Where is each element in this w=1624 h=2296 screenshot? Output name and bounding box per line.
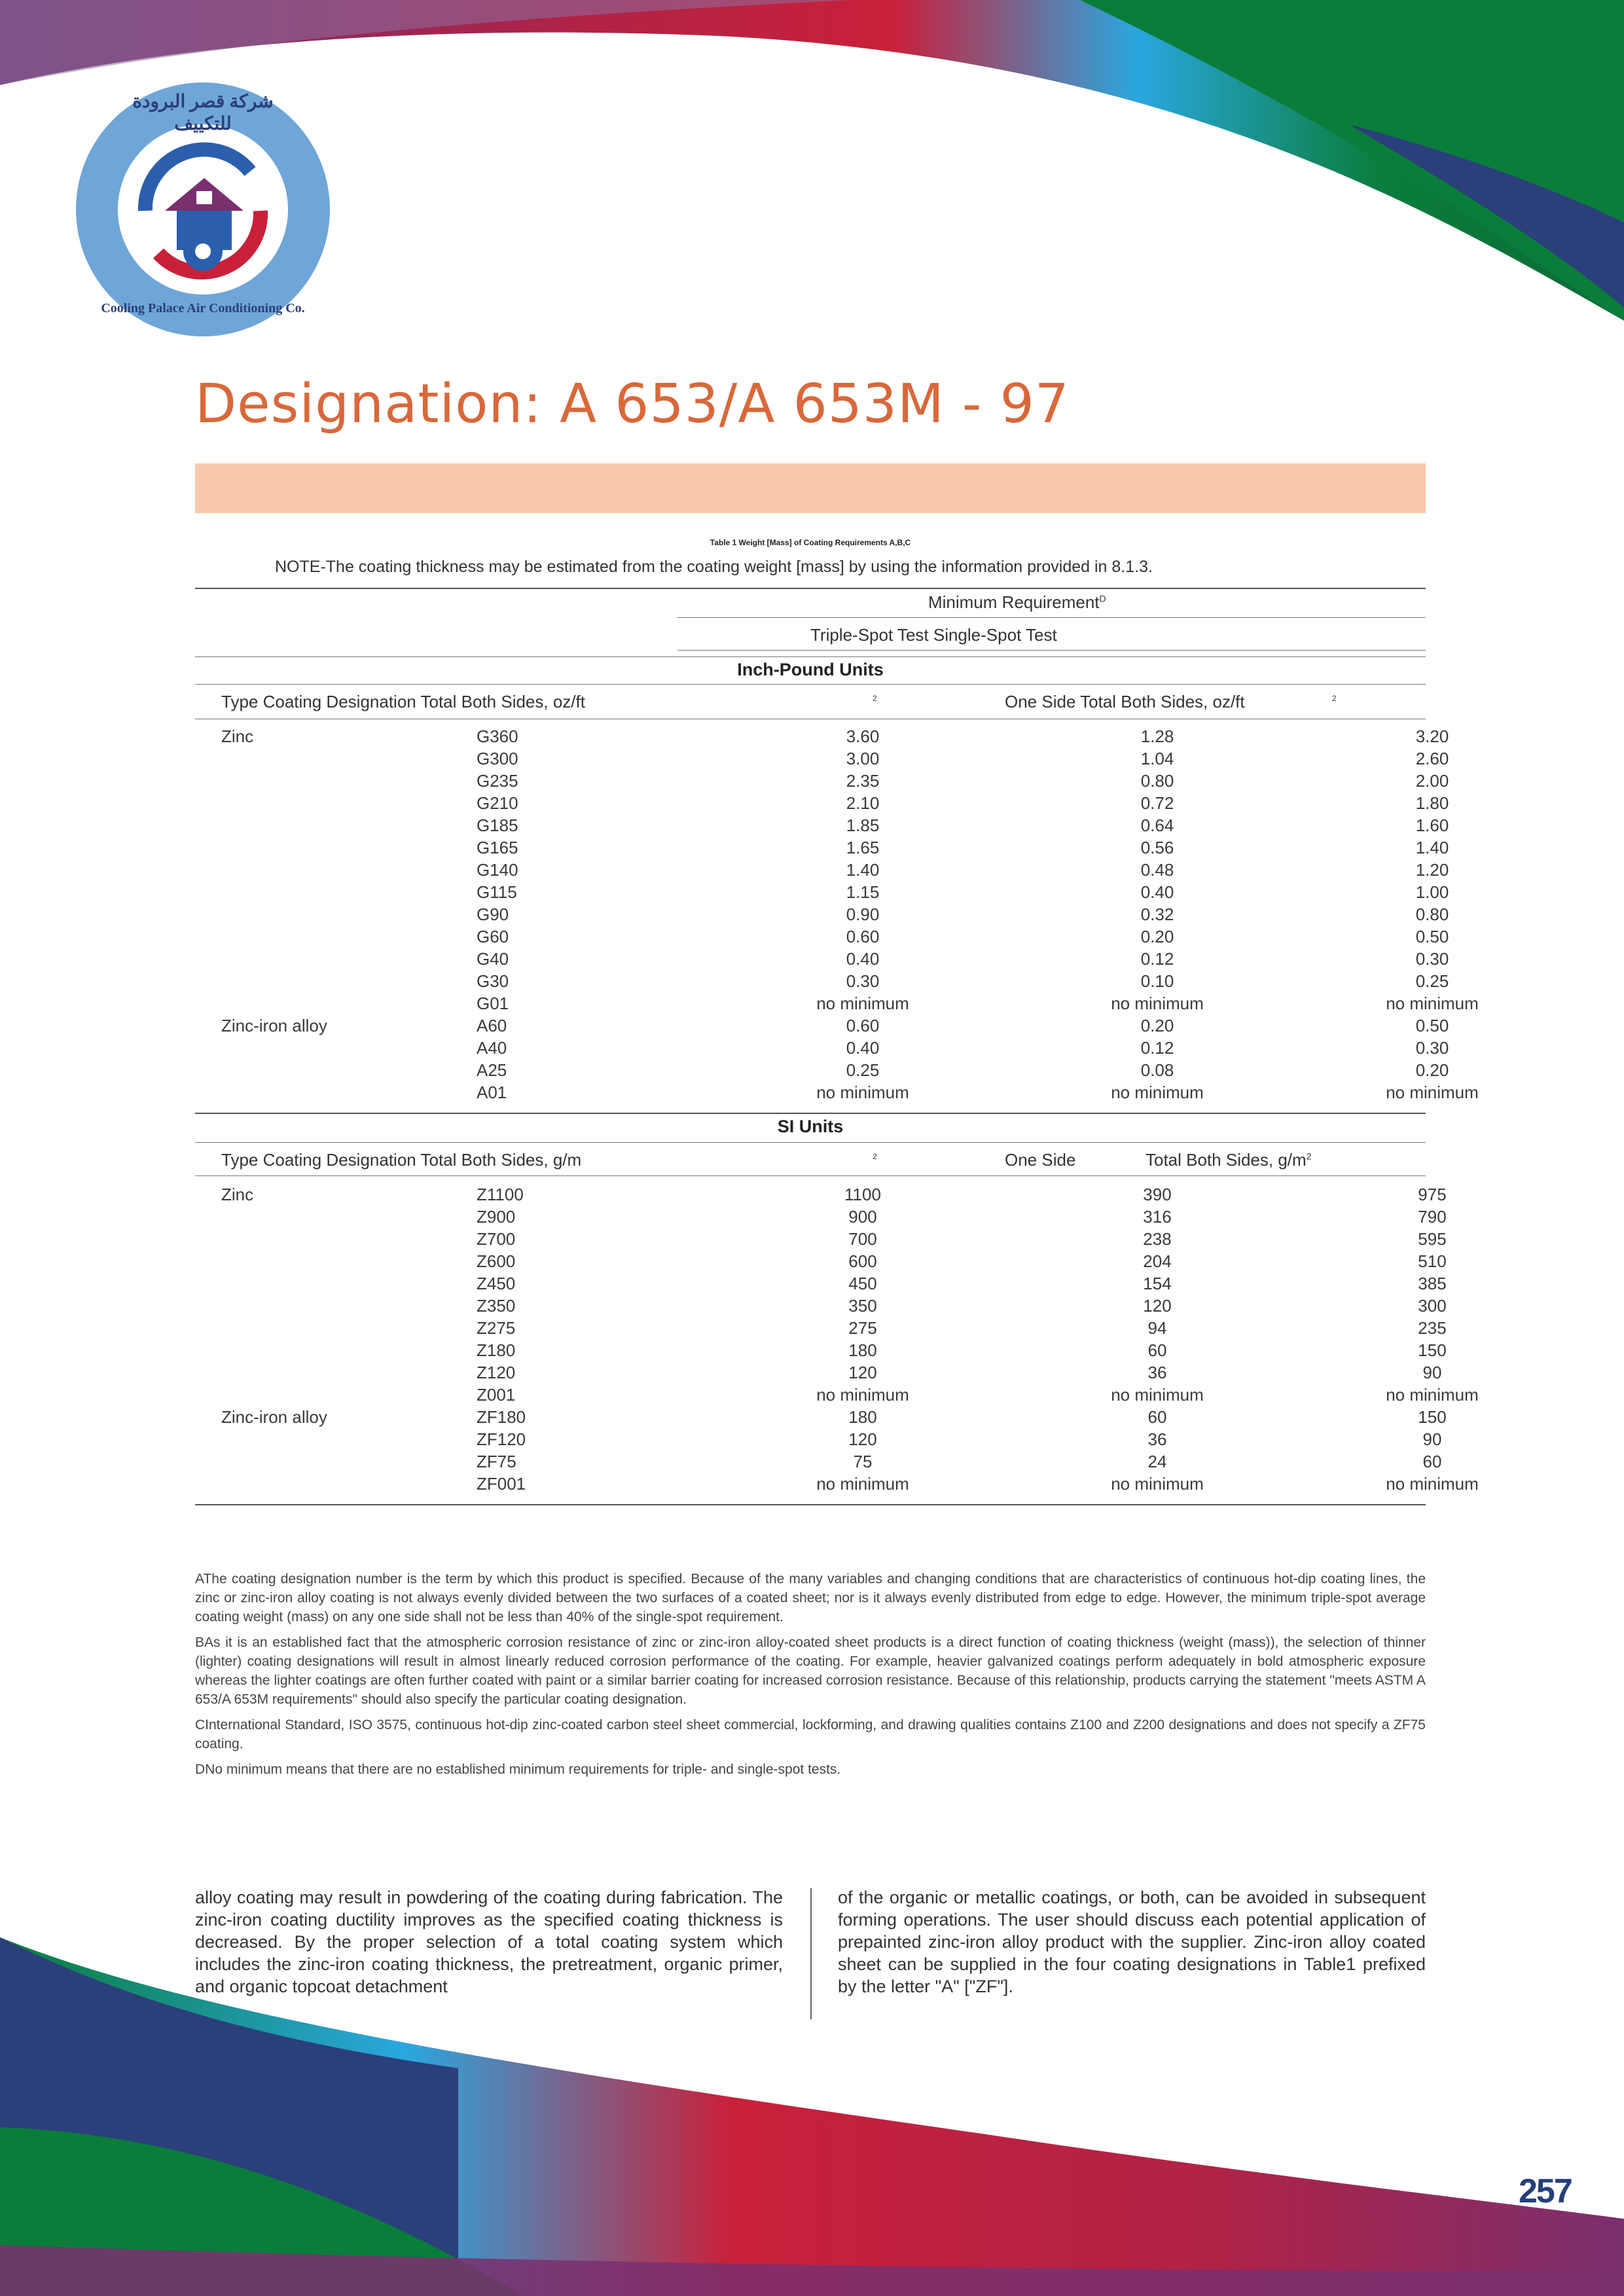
row-value-3: 2.00 bbox=[1415, 771, 1449, 791]
row-value-3: no minimum bbox=[1386, 1474, 1479, 1494]
row-value-2: 0.20 bbox=[1140, 1016, 1174, 1035]
row-value-2: 316 bbox=[1143, 1207, 1172, 1227]
row-value-3: no minimum bbox=[1386, 1083, 1479, 1102]
footnote-c: CInternational Standard, ISO 3575, continuous hot-dip zinc-coated carbon steel sheet commercial, lockforming, and drawing qualities contains Z100 and Z200 designations and does not specify a ZF75 coating. bbox=[195, 1717, 1426, 1751]
row-value-2: no minimum bbox=[1111, 994, 1204, 1013]
table-row bbox=[195, 793, 1449, 816]
row-designation: G30 bbox=[477, 971, 509, 991]
row-value-3: 0.50 bbox=[1415, 927, 1449, 946]
header-rule-2 bbox=[677, 650, 1426, 651]
footnotes bbox=[195, 1570, 1426, 1785]
row-value-2: 36 bbox=[1147, 1363, 1167, 1382]
row-value-1: 600 bbox=[848, 1251, 877, 1271]
row-value-2: 120 bbox=[1143, 1296, 1172, 1316]
row-designation: G01 bbox=[477, 994, 509, 1013]
row-value-3: 1.80 bbox=[1415, 793, 1449, 813]
si-rule-top bbox=[195, 1113, 1426, 1114]
si-rule-2 bbox=[195, 1175, 1426, 1176]
page-title: Designation: A 653/A 653M - 97 bbox=[195, 373, 1070, 435]
row-value-2: 0.08 bbox=[1140, 1060, 1174, 1080]
row-value-3: 0.25 bbox=[1415, 971, 1449, 991]
row-value-3: 90 bbox=[1422, 1363, 1442, 1382]
row-value-3: 2.60 bbox=[1415, 749, 1449, 768]
table-note: NOTE-The coating thickness may be estimated from the coating weight [mass] by using the information provided in 8.1.3. bbox=[275, 558, 1153, 576]
table-row bbox=[195, 1229, 1447, 1251]
row-designation: Z900 bbox=[477, 1207, 516, 1227]
row-type: Zinc bbox=[221, 726, 254, 746]
page-number: 257 bbox=[1519, 2172, 1572, 2210]
table-row bbox=[195, 1385, 1479, 1407]
table-row bbox=[195, 1318, 1447, 1340]
si-col-left bbox=[221, 1150, 581, 1170]
row-value-1: 1.40 bbox=[846, 860, 880, 880]
table-row bbox=[195, 1429, 1442, 1452]
inch-pound-col-right-sup: 2 bbox=[1332, 694, 1337, 703]
table-row bbox=[195, 994, 1479, 1016]
row-value-1: no minimum bbox=[816, 1083, 909, 1102]
row-value-3: 385 bbox=[1418, 1274, 1447, 1293]
si-table bbox=[195, 1185, 1479, 1496]
body-column-right: of the organic or metallic coatings, or both, can be avoided in subsequent forming operations. The user should discuss each potential application of prepainted zinc-iron alloy product with the supplier. Zinc-iron alloy coated sheet can be supplied in the four coating designations in Table1 prefixed by the letter "A" ["ZF"]. bbox=[838, 1888, 1426, 1996]
title-banner bbox=[195, 463, 1426, 513]
si-col-right-label: Total Both Sides, g/m bbox=[1146, 1150, 1307, 1170]
row-designation: ZF180 bbox=[477, 1407, 526, 1427]
si-col-right bbox=[1146, 1150, 1311, 1170]
row-value-3: 0.20 bbox=[1415, 1060, 1449, 1080]
inch-pound-table bbox=[195, 726, 1479, 1105]
row-designation: G185 bbox=[477, 816, 518, 835]
row-value-3: 90 bbox=[1422, 1429, 1442, 1449]
row-value-1: 1100 bbox=[844, 1185, 881, 1204]
si-col-left-sup: 2 bbox=[873, 1152, 877, 1161]
row-value-2: 0.72 bbox=[1140, 793, 1174, 813]
table-caption: Table 1 Weight [Mass] of Coating Requirements A,B,C bbox=[710, 538, 911, 547]
row-designation: G60 bbox=[477, 927, 509, 946]
row-designation: A01 bbox=[477, 1083, 507, 1102]
row-value-1: 0.60 bbox=[846, 927, 880, 946]
si-col-right-sup: 2 bbox=[1306, 1151, 1312, 1162]
row-value-1: 450 bbox=[848, 1274, 877, 1293]
row-value-1: 0.25 bbox=[846, 1060, 880, 1080]
row-value-3: 975 bbox=[1418, 1185, 1447, 1204]
table-top-rule bbox=[195, 588, 1426, 589]
row-designation: G300 bbox=[477, 749, 518, 768]
row-value-2: 1.04 bbox=[1140, 749, 1174, 768]
table-row bbox=[195, 860, 1449, 882]
logo-arabic-text: شركة قصر البرودة للتكييف bbox=[132, 92, 274, 134]
inch-pound-col-right bbox=[1005, 692, 1245, 712]
header-rule-3 bbox=[195, 656, 1426, 657]
row-value-1: 120 bbox=[848, 1429, 877, 1449]
footnote-b: BAs it is an established fact that the atmospheric corrosion resistance of zinc or zinc-iron alloy-coated sheet products is a direct function of coating thickness (weight (mass)), the selection of thinner (lighter) coating designations will result in almost linearly reduced corrosion performance of the coating. For example, heavier galvanized coatings perform adequately in bold atmospheric exposure whereas the lighter coatings are often further coated with paint or a similar barrier coating for increased corrosion resistance. Because of this relationship, products carrying the statement "meets ASTM A 653/A 653M requirements" should also specify the particular coating designation. bbox=[195, 1635, 1426, 1707]
row-value-2: 238 bbox=[1143, 1229, 1172, 1249]
row-designation: Z450 bbox=[477, 1274, 516, 1293]
table-row bbox=[195, 749, 1449, 771]
si-rule-1 bbox=[195, 1142, 1426, 1143]
minimum-requirement-sup: D bbox=[1099, 593, 1106, 604]
row-designation: G360 bbox=[477, 726, 518, 746]
table-row bbox=[195, 1060, 1449, 1083]
row-designation: G210 bbox=[477, 793, 518, 813]
row-value-3: 235 bbox=[1418, 1318, 1447, 1338]
table-row bbox=[195, 1038, 1449, 1060]
row-value-1: 1.85 bbox=[846, 816, 880, 835]
table-row bbox=[195, 927, 1449, 949]
row-value-1: no minimum bbox=[816, 1385, 909, 1405]
row-value-2: 60 bbox=[1147, 1340, 1167, 1360]
table-bottom-rule bbox=[195, 1504, 1426, 1505]
row-value-2: 0.32 bbox=[1140, 905, 1174, 924]
row-value-2: 0.64 bbox=[1140, 816, 1174, 835]
row-value-2: 1.28 bbox=[1140, 726, 1174, 746]
row-designation: G40 bbox=[477, 949, 509, 969]
table-row bbox=[195, 726, 1449, 749]
row-value-1: 700 bbox=[848, 1229, 877, 1249]
row-value-2: 0.12 bbox=[1140, 949, 1174, 969]
row-designation: Z001 bbox=[477, 1385, 516, 1405]
row-value-3: 0.30 bbox=[1415, 949, 1449, 969]
row-value-2: 24 bbox=[1147, 1452, 1167, 1471]
row-value-2: 0.40 bbox=[1140, 882, 1174, 902]
row-value-1: 350 bbox=[848, 1296, 877, 1316]
row-designation: Z350 bbox=[477, 1296, 516, 1316]
table-row bbox=[195, 1083, 1479, 1105]
row-value-3: 150 bbox=[1418, 1340, 1447, 1360]
table-row bbox=[195, 1363, 1442, 1385]
logo-english-text: Cooling Palace Air Conditioning Co. bbox=[101, 301, 305, 315]
row-value-3: 595 bbox=[1418, 1229, 1447, 1249]
row-designation: G90 bbox=[477, 905, 509, 924]
footnote-d: DNo minimum means that there are no established minimum requirements for triple- and single-spot tests. bbox=[195, 1762, 841, 1777]
row-value-3: 1.00 bbox=[1415, 882, 1449, 902]
row-value-1: 120 bbox=[848, 1363, 877, 1382]
footnote-a: AThe coating designation number is the term by which this product is specified. Because of the many variables and changing conditions that are characteristics of continuous hot-dip coating lines, the zinc or zinc-iron alloy coating is not always evenly divided between the two surfaces of a coated sheet; nor is it always evenly distributed from edge to edge. However, the minimum triple-spot average coating weight (mass) on any one side shall not be less than 40% of the single-spot requirement. bbox=[195, 1571, 1426, 1624]
row-value-1: 0.30 bbox=[846, 971, 880, 991]
row-designation: A25 bbox=[477, 1060, 507, 1080]
table-row bbox=[195, 838, 1449, 860]
row-value-2: no minimum bbox=[1111, 1083, 1204, 1102]
minimum-requirement-label: Minimum Requirement bbox=[928, 592, 1100, 612]
body-column-left: alloy coating may result in powdering of the coating during fabrication. The zinc-iron coating ductility improves as the specified coating thickness is decreased. By the proper selection of a total coating system which includes the zinc-iron coating thickness, the pretreatment, organic primer, and organic topcoat detachment bbox=[195, 1888, 783, 1996]
row-value-3: 0.80 bbox=[1415, 905, 1449, 924]
row-type: Zinc-iron alloy bbox=[221, 1016, 327, 1035]
row-value-3: 1.40 bbox=[1415, 838, 1449, 857]
row-value-2: 204 bbox=[1143, 1251, 1172, 1271]
row-value-1: 2.10 bbox=[846, 793, 880, 813]
row-value-2: 0.12 bbox=[1140, 1038, 1174, 1058]
row-value-1: 1.15 bbox=[846, 882, 880, 902]
row-value-2: 0.80 bbox=[1140, 771, 1174, 791]
minimum-requirement-header bbox=[928, 592, 1106, 613]
row-designation: ZF120 bbox=[477, 1429, 526, 1449]
row-value-3: 510 bbox=[1418, 1251, 1447, 1271]
table-row bbox=[195, 1185, 1447, 1207]
row-value-2: 154 bbox=[1143, 1274, 1172, 1293]
inch-pound-col-left-label: Type Coating Designation Total Both Sides, oz/ft bbox=[221, 692, 585, 711]
row-value-1: no minimum bbox=[816, 994, 909, 1013]
row-designation: Z275 bbox=[477, 1318, 516, 1338]
row-value-2: 0.48 bbox=[1140, 860, 1174, 880]
row-designation: A60 bbox=[477, 1016, 507, 1035]
inch-pound-col-left-sup: 2 bbox=[873, 694, 877, 703]
table-row bbox=[195, 816, 1449, 838]
table-row bbox=[195, 1340, 1447, 1363]
row-value-1: 2.35 bbox=[846, 771, 880, 791]
row-value-3: 0.30 bbox=[1415, 1038, 1449, 1058]
row-value-2: 390 bbox=[1143, 1185, 1172, 1204]
inch-pound-col-right-label: One Side Total Both Sides, oz/ft bbox=[1005, 692, 1245, 711]
row-value-3: no minimum bbox=[1386, 1385, 1479, 1405]
si-col-left-label: Type Coating Designation Total Both Sides, g/m bbox=[221, 1150, 582, 1170]
table-row bbox=[195, 905, 1449, 927]
row-value-3: 1.20 bbox=[1415, 860, 1449, 880]
table-row bbox=[195, 1274, 1447, 1296]
row-designation: Z700 bbox=[477, 1229, 516, 1249]
row-value-3: 790 bbox=[1418, 1207, 1447, 1227]
row-designation: G235 bbox=[477, 771, 518, 791]
row-value-2: 60 bbox=[1147, 1407, 1167, 1427]
row-value-1: 0.40 bbox=[846, 1038, 880, 1058]
table-row bbox=[195, 1207, 1447, 1229]
row-value-2: 94 bbox=[1147, 1318, 1167, 1338]
row-designation: G115 bbox=[477, 882, 517, 902]
table-row bbox=[195, 771, 1449, 793]
si-col-mid: One Side bbox=[1005, 1150, 1076, 1170]
table-row bbox=[195, 1296, 1447, 1318]
row-designation: ZF75 bbox=[477, 1452, 516, 1471]
table-row bbox=[195, 1407, 1447, 1429]
row-value-1: 900 bbox=[848, 1207, 877, 1227]
inch-pound-col-left bbox=[221, 692, 585, 712]
row-value-2: 0.56 bbox=[1140, 838, 1174, 857]
row-value-3: 60 bbox=[1422, 1452, 1442, 1471]
row-designation: G165 bbox=[477, 838, 518, 857]
row-designation: Z120 bbox=[477, 1363, 516, 1382]
table-row bbox=[195, 971, 1449, 994]
row-value-1: 3.60 bbox=[846, 726, 880, 746]
row-value-1: 75 bbox=[853, 1452, 873, 1471]
row-value-2: no minimum bbox=[1111, 1385, 1204, 1405]
table-row bbox=[195, 1016, 1449, 1038]
row-value-3: 150 bbox=[1418, 1407, 1447, 1427]
row-designation: G140 bbox=[477, 860, 518, 880]
table-row bbox=[195, 1452, 1442, 1474]
header-rule-1 bbox=[677, 617, 1426, 618]
row-value-3: 1.60 bbox=[1415, 816, 1449, 835]
row-value-1: 0.90 bbox=[846, 905, 880, 924]
test-types-header: Triple-Spot Test Single-Spot Test bbox=[810, 625, 1057, 645]
table-row bbox=[195, 1251, 1447, 1274]
row-value-1: 180 bbox=[848, 1340, 877, 1360]
table-row bbox=[195, 949, 1449, 971]
table-row bbox=[195, 1474, 1479, 1496]
row-type: Zinc bbox=[221, 1185, 254, 1204]
row-designation: ZF001 bbox=[477, 1474, 526, 1494]
row-value-1: 0.40 bbox=[846, 949, 880, 969]
row-type: Zinc-iron alloy bbox=[221, 1407, 327, 1427]
inch-pound-section-title: Inch-Pound Units bbox=[737, 660, 884, 679]
column-divider bbox=[810, 1888, 812, 2019]
row-value-3: 300 bbox=[1418, 1296, 1447, 1316]
inch-pound-rule-1 bbox=[195, 684, 1426, 685]
si-section-title: SI Units bbox=[777, 1117, 844, 1136]
row-designation: Z1100 bbox=[477, 1185, 524, 1204]
row-value-2: 0.20 bbox=[1140, 927, 1174, 946]
row-value-2: 36 bbox=[1147, 1429, 1167, 1449]
row-designation: A40 bbox=[477, 1038, 507, 1058]
row-value-1: 275 bbox=[848, 1318, 877, 1338]
row-value-2: no minimum bbox=[1111, 1474, 1204, 1494]
row-value-3: no minimum bbox=[1386, 994, 1479, 1013]
row-value-1: 1.65 bbox=[846, 838, 880, 857]
row-designation: Z600 bbox=[477, 1251, 516, 1271]
row-value-3: 0.50 bbox=[1415, 1016, 1449, 1035]
row-value-1: 3.00 bbox=[846, 749, 880, 768]
row-value-1: 0.60 bbox=[846, 1016, 880, 1035]
table-row bbox=[195, 882, 1449, 905]
row-designation: Z180 bbox=[477, 1340, 516, 1360]
row-value-1: no minimum bbox=[816, 1474, 909, 1494]
row-value-2: 0.10 bbox=[1140, 971, 1174, 991]
row-value-3: 3.20 bbox=[1415, 726, 1449, 746]
row-value-1: 180 bbox=[848, 1407, 877, 1427]
